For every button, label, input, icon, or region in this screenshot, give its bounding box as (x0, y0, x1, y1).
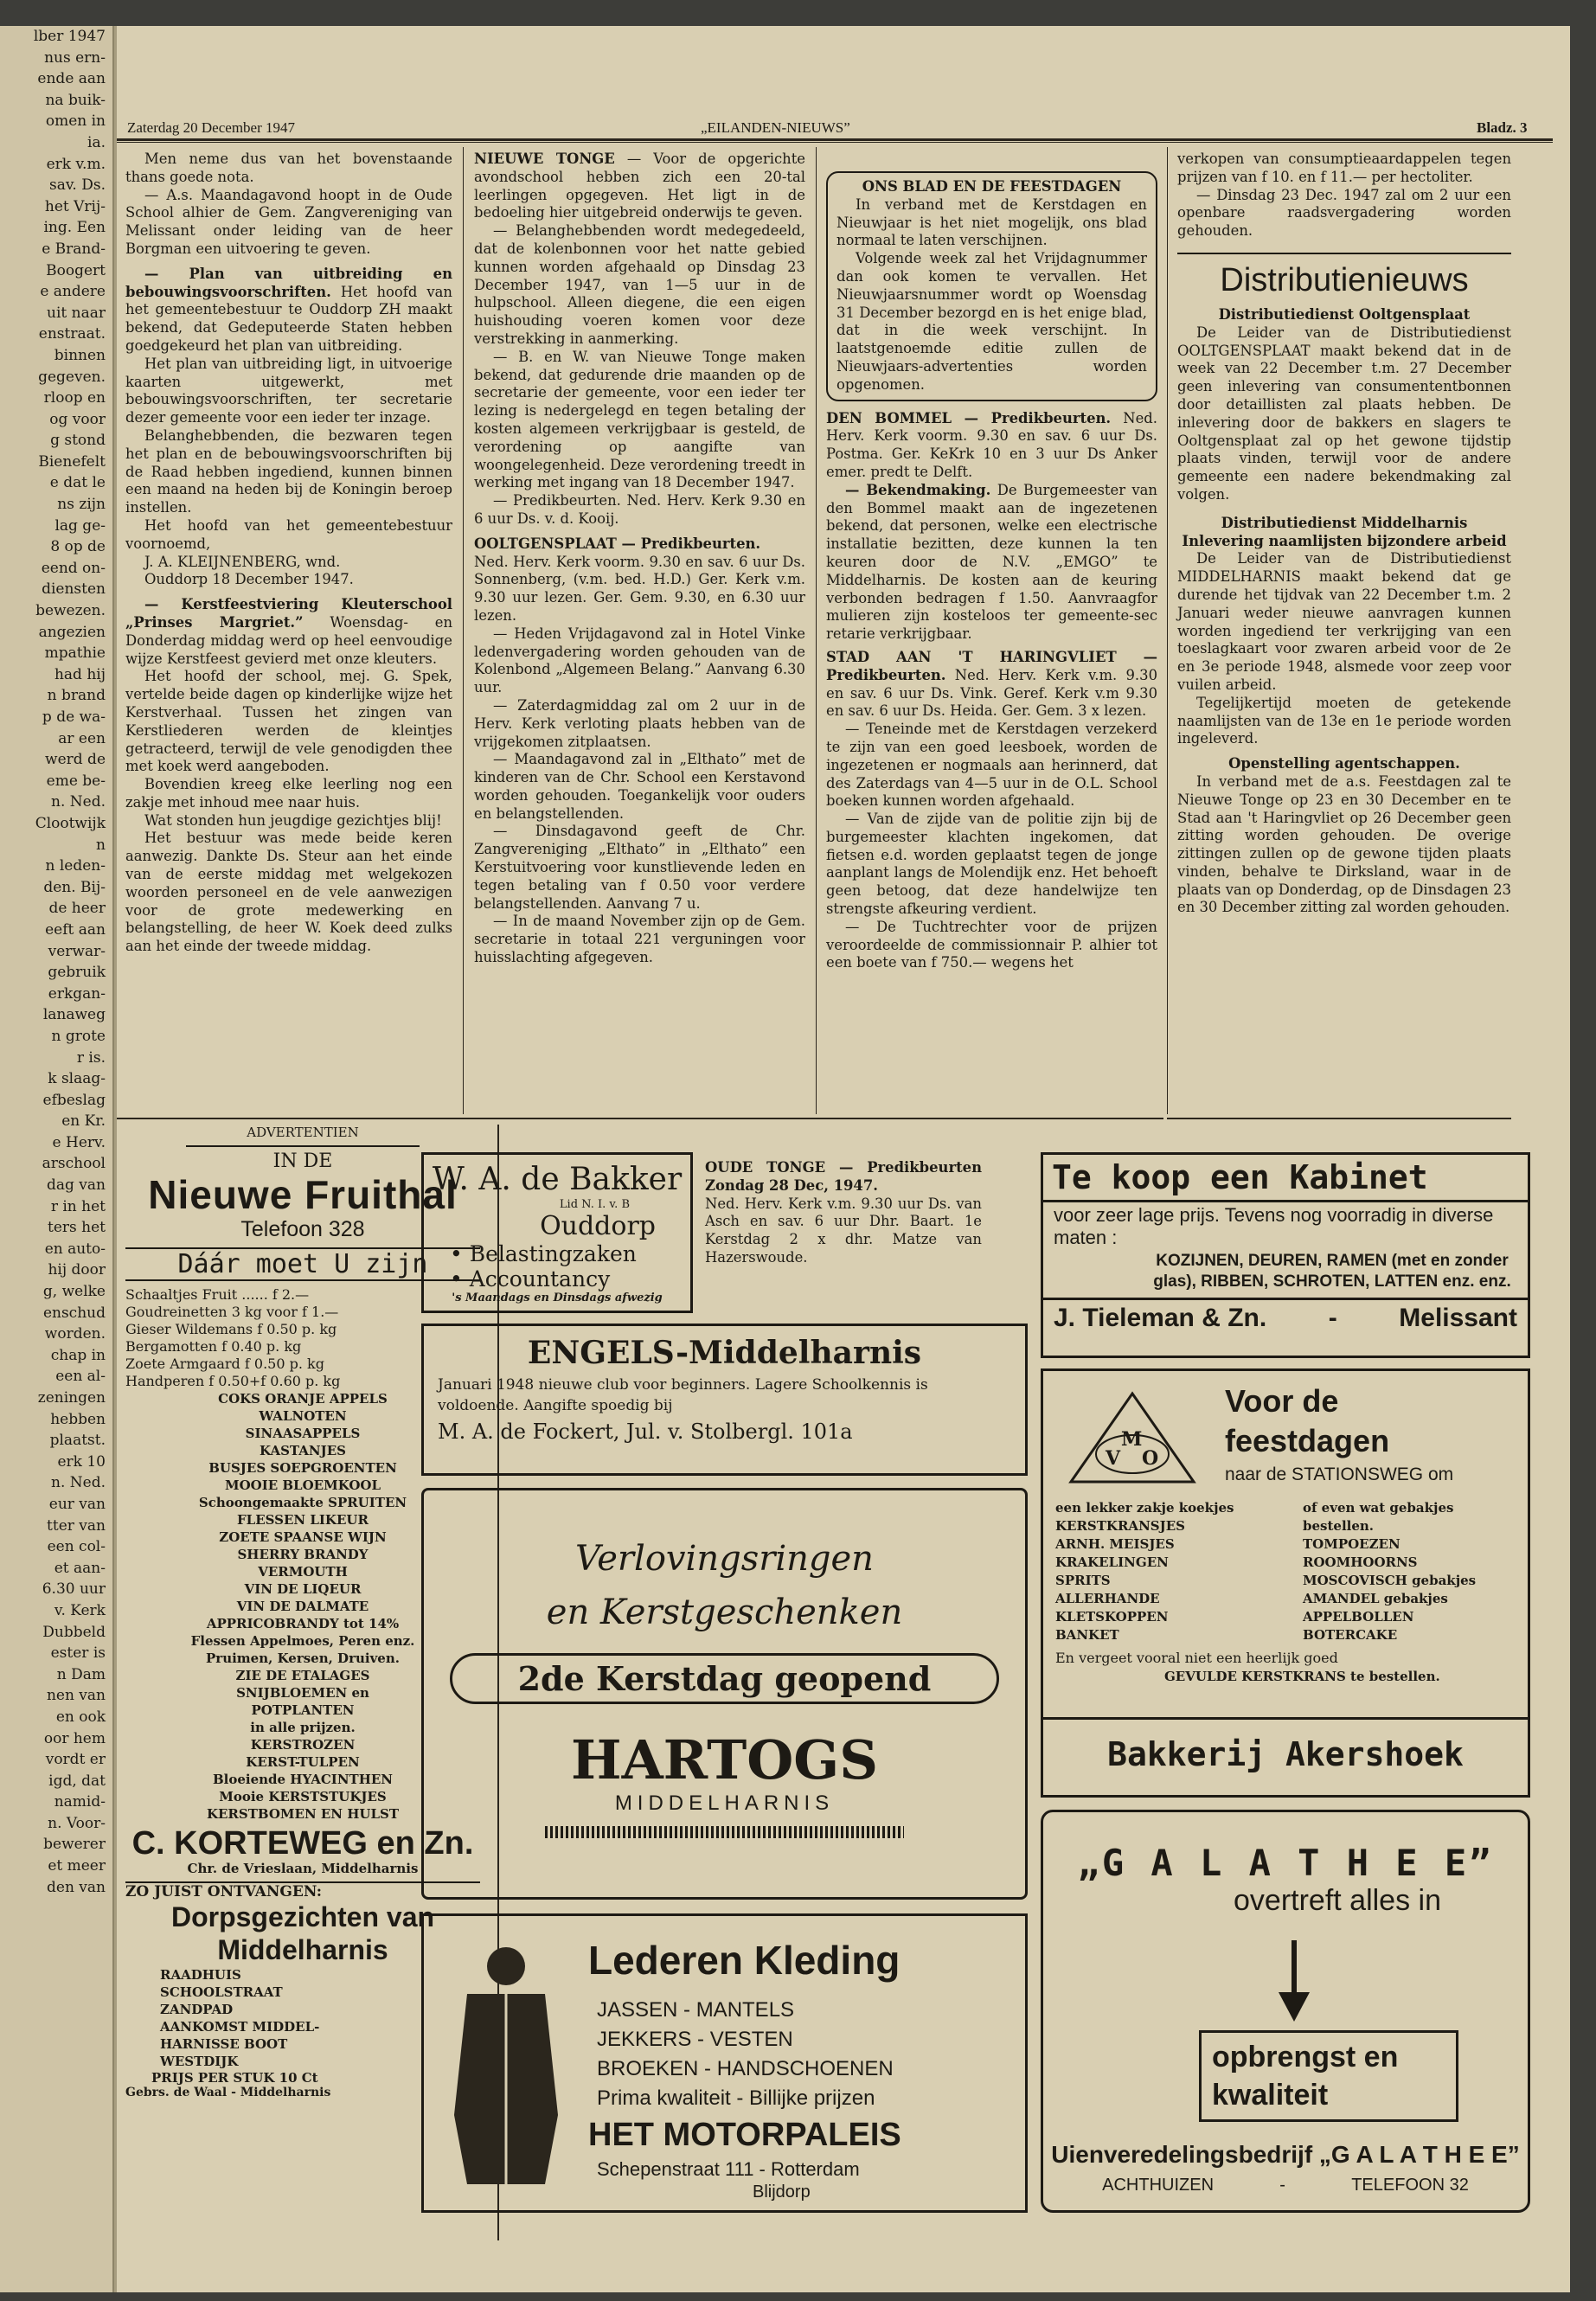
ad-headline (1225, 1381, 1389, 1461)
paragraph: De Leider van de Distributiedienst OOLTGENSPLAAT maakt bekend dat in de week van 22 December t.m. 27 December geen inlevering van consumententbonnen door detaillisten zal plaats hebben. De inlevering door de bakkers en slagers te Ooltgensplaat zal op het gewone tijdstip plaats vinden, terwijl voor de andere gemeente een nadere bekendmaking zal volgen. (1177, 324, 1511, 503)
notice-oude-tonge (705, 1159, 982, 1267)
ad-brand: Te koop een Kabinet (1043, 1155, 1528, 1202)
previous-page-line: ing. Een (43, 219, 106, 237)
ad-phone: TELEFOON 32 (1351, 2176, 1469, 2195)
price-item: Goudreinetten 3 kg voor f 1.— (125, 1304, 339, 1320)
previous-page-line: ns zijn (57, 496, 106, 514)
product-item: Schoongemaakte SPRUITEN (198, 1495, 407, 1510)
paragraph: — In de maand November zijn op de Gem. secretarie in totaal 221 verguningen voor huisslachting afgegeven. (474, 913, 805, 966)
subheading: Inlevering naamlijsten bijzondere arbeid (1182, 532, 1507, 549)
product-item: ROOMHOORNS (1303, 1554, 1418, 1570)
product-item: SINAASAPPELS (245, 1426, 361, 1441)
product-item: AMANDEL gebakjes (1303, 1591, 1448, 1606)
ad-text: Januari 1948 nieuwe club voor beginners. Lagere Schoolkennis is voldoende. Aangifte spoedig bij (438, 1376, 928, 1414)
previous-page-line: had hij (54, 665, 106, 683)
previous-page-line: ia. (87, 133, 106, 151)
previous-page-line: n. Ned. (51, 793, 106, 811)
ad-brand: W. A. de Bakker (432, 1162, 683, 1197)
previous-page-line: bewezen. (35, 602, 106, 620)
paragraph: Volgende week zal het Vrijdagnummer dan ook komen te vervallen. Het Nieuwjaarsnummer wordt op Woensdag 31 December bezorgd en is het enige blad, dat in die week verschijnt. In laatstgenoemde editie zullen de Nieuwjaars-advertenties worden opgenomen. (836, 250, 1147, 393)
paragraph: verkopen van consumptieaardappelen tegen prijzen van f 10. en f 11.— per hectoliter. (1177, 151, 1511, 185)
subheading: STAD AAN 'T HARINGVLIET — Predikbeurten. (826, 648, 1157, 683)
previous-page-line: omen in (45, 112, 106, 131)
product-item: HARNISSE BOOT (160, 2036, 288, 2052)
previous-page-line: mpathie (44, 644, 106, 663)
subheading: Openstelling agentschappen. (1228, 755, 1460, 772)
product-item: of even wat gebakjes (1303, 1500, 1454, 1516)
previous-page-line: oor hem (43, 1729, 106, 1747)
ad-owner: J. Tieleman & Zn. (1054, 1304, 1267, 1332)
previous-page-line: Clootwijk (35, 814, 106, 832)
ad-line: Prima kwaliteit - Billijke prijzen (597, 2086, 875, 2110)
article-column-2 (474, 151, 805, 967)
ad-place: Melissant (1399, 1304, 1517, 1332)
product-item: KERSTBOMEN EN HULST (206, 1806, 400, 1822)
ad-brand: HET MOTORPALEIS (588, 2117, 901, 2153)
ad-note: 's Maandags en Dinsdags afwezig (452, 1292, 663, 1304)
paragraph: Ned. Herv. Kerk voorm. 9.30 en sav. 6 uur Ds. Postma. Ger. KeKrk 10 en 3 uur Ds Anker emer. predt te Delft. (826, 409, 1157, 480)
paragraph: Het plan van uitbreiding ligt, in uitvoerige kaarten uitgewerkt, met bebouwingsvoorschriften, ter secretarie dezer gemeente voor een ieder ter inzage. (125, 355, 452, 426)
ad-lederen-kleding (421, 1913, 1028, 2213)
product-item: KASTANJES (260, 1443, 346, 1458)
paragraph: Wat stonden hun jeugdige gezichtjes blij! (144, 811, 442, 829)
ad-galathee (1041, 1810, 1530, 2213)
paragraph: Ned. Herv. Kerk voorm. 9.30 en sav. 6 uur Ds. Sonnenberg, (v.m. bed. H.D.) Ger. Kerk v.m. 9.30 uur lezen. Ger. Gem. 9.30, en 6.30 uur lezen. (474, 553, 805, 624)
product-item: ZANDPAD (160, 2002, 234, 2017)
subheading: NIEUWE TONGE (474, 151, 615, 167)
ad-script: Verlovingsringen (575, 1539, 874, 1579)
product-item: KERSTKRANSJES (1055, 1518, 1185, 1534)
previous-page-edge (0, 26, 114, 2292)
product-item: VIN DE DALMATE (236, 1599, 369, 1614)
ad-phone: Telefoon 328 (240, 1217, 365, 1241)
product-item: FLESSEN LIKEUR (237, 1512, 369, 1528)
previous-page-line: e dat le (49, 474, 106, 492)
previous-page-line: igd, dat (48, 1772, 106, 1790)
paragraph: De Burgemeester van den Bommel maakt aan de ingezetenen bekend, dat personen, welke een electrische installatie bezitten, deze kunnen la ten keuren door de N.V. „EMGO” te Middelharnis. De kosten aan de keuring verbonden bedragen f 1.50. Aanvraagfor mulieren zijn kosteloos ter gemeente-sec retarie verkrijgbaar. (826, 481, 1157, 643)
ad-place: Blijdorp (753, 2182, 811, 2202)
price-item: Bergamotten f 0.40 p. kg (125, 1338, 302, 1355)
previous-page-line: een al- (55, 1368, 106, 1386)
price-item: Zoete Armgaard f 0.50 p. kg (125, 1356, 324, 1372)
product-item: SPRITS (1055, 1573, 1111, 1588)
previous-page-line: lag ge- (54, 516, 106, 535)
ad-line: Voor de (1225, 1383, 1339, 1419)
ad-bakker (421, 1152, 693, 1313)
previous-page-line: chap in (50, 1346, 106, 1364)
ad-line: ZO JUIST ONTVANGEN: (125, 1881, 480, 1900)
paragraph: In verband met de Kerstdagen en Nieuwjaar is het niet mogelijk, ons blad normaal te laten verschijnen. (836, 195, 1147, 249)
paragraph: Ned. Herv. Kerk v.m. 9.30 uur Ds. van Asch en sav. 6 uur Dhr. Baart. 1e Kerstdag 2 x dhr. Matze van Hazerswoude. (705, 1195, 982, 1266)
previous-page-line: de heer (48, 900, 106, 918)
ad-script: en Kerstgeschenken (546, 1593, 903, 1632)
ads-label: ADVERTENTIEN (247, 1125, 359, 1140)
subheading: DEN BOMMEL — Predikbeurten. (826, 409, 1112, 426)
newspaper-page (114, 26, 1570, 2292)
previous-page-line: v. Kerk (54, 1601, 106, 1619)
subheading: OUDE TONGE — Predikbeurten Zondag 28 Dec, 1947. (705, 1159, 982, 1194)
product-item: Flessen Appelmoes, Peren enz. (190, 1633, 415, 1649)
previous-page-line: bewerer (43, 1836, 106, 1854)
product-item: ZOETE SPAANSE WIJN (219, 1529, 387, 1545)
product-item: MOOIE BLOEMKOOL (224, 1477, 381, 1493)
paragraph: Men neme dus van het bovenstaande thans goede nota. (125, 151, 452, 185)
previous-page-line: n (96, 836, 106, 854)
dateline: Ouddorp 18 December 1947. (144, 571, 354, 588)
paragraph: — Dinsdag 23 Dec. 1947 zal om 2 uur een openbare raadsvergadering worden gehouden. (1177, 186, 1511, 240)
previous-page-line: dag van (47, 1176, 106, 1195)
previous-page-line: verwar- (48, 942, 106, 960)
previous-page-line: vordt er (45, 1751, 106, 1769)
paragraph: Het hoofd van het gemeentebestuur voornoemd, (125, 516, 452, 552)
previous-page-line: een col- (47, 1538, 106, 1556)
product-item: WESTDIJK (160, 2054, 239, 2069)
product-item: Pruimen, Kersen, Druiven. (206, 1650, 400, 1666)
previous-page-line: 6.30 uur (42, 1580, 106, 1599)
previous-page-line: hij door (48, 1261, 106, 1279)
product-item: KLETSKOPPEN (1055, 1609, 1169, 1625)
paragraph: — Heden Vrijdagavond zal in Hotel Vinke ledenvergadering worden gehouden van de Kolenbond „Algemeen Belang.” Aanvang 6.30 uur. (474, 625, 805, 696)
ad-banner: 2de Kerstdag geopend (450, 1653, 999, 1704)
logo-letter: O (1142, 1447, 1159, 1470)
ad-brand: Nieuwe Fruithal (148, 1172, 458, 1217)
ad-address: Chr. de Vrieslaan, Middelharnis (187, 1861, 419, 1876)
separator: - (1328, 1304, 1337, 1332)
article-column-3 (826, 171, 1157, 972)
previous-page-line: gebruik (48, 964, 106, 982)
previous-page-line: p de wa- (42, 708, 106, 726)
product-item: een lekker zakje koekjes (1055, 1500, 1234, 1516)
paragraph: — A.s. Maandagavond hoopt in de Oude School alhier de Gem. Zangvereniging van Melissant onder leiding van de heer Borgman een uitvoering te geven. (125, 186, 452, 257)
previous-page-line: werd de (45, 751, 106, 769)
ad-text: voor zeer lage prijs. Tevens nog voorradig in diverse maten : (1054, 1204, 1494, 1248)
paragraph: — Zaterdagmiddag zal om 2 uur in de Herv. Kerk verloting plaats hebben van de vrijgekomen zitplaatsen. (474, 696, 805, 750)
section-rule (117, 1118, 1163, 1119)
previous-page-line: den. Bij- (43, 878, 106, 896)
previous-page-line: erk v.m. (46, 155, 106, 173)
ad-engels (421, 1324, 1028, 1476)
previous-page-line: r is. (76, 1048, 106, 1067)
header-page-number: Bladz. 3 (1477, 119, 1528, 136)
product-item: VERMOUTH (258, 1564, 348, 1580)
previous-page-line: nen van (46, 1687, 106, 1705)
previous-page-line: Boogert (46, 261, 106, 279)
paragraph: In verband met de a.s. Feestdagen zal te Nieuwe Tonge op 23 en 30 December en te Stad aan 't Haringvliet op 26 December geen zitting worden gehouden. De overige zittingen zullen op de gewone tijden plaats vinden, behalve te Dirksland, waar in de plaats van op Donderdag, op de Dinsdagen 23 en 30 December zitting zal worden gehouden. (1177, 772, 1511, 916)
previous-page-line: tter van (47, 1516, 106, 1535)
paragraph: De Leider van de Distributiedienst MIDDELHARNIS maakt bekend dat ge durende het tijdvak van 22 December t.m. 2 Januari weder nieuwe aanvragen kunnen worden ingediend ter verkrijging van een toeslagkaart voor zwaren arbeid voor de 2e en 3e periode 1948, alsmede voor zeep voor vuilen arbeid. (1177, 550, 1511, 693)
ad-line: naar de STATIONSWEG om (1225, 1465, 1454, 1484)
previous-page-line: Dubbeld (42, 1623, 106, 1641)
product-item: COKS ORANJE APPELS (218, 1391, 388, 1407)
product-item: BANKET (1055, 1627, 1119, 1643)
product-item: RAADHUIS (160, 1967, 241, 1983)
paragraph: — B. en W. van Nieuwe Tonge maken bekend, dat gedurende drie maanden op de secretarie der gemeente, voor een ieder ter lezing is nedergelegd en tegen betaling der kosten algemeen verkrijgbaar is gesteld, de verordening op aangifte van woongelegenheid. Deze verordening treedt in werking met ingang van 18 December 1947. (474, 348, 805, 491)
ad-line: • Belastingzaken (450, 1241, 637, 1266)
ad-line: En vergeet vooral niet een heerlijk goed (1055, 1650, 1338, 1666)
product-item: WALNOTEN (259, 1408, 347, 1424)
ad-price: PRIJS PER STUK 10 Ct (151, 2070, 318, 2086)
subheading: OOLTGENSPLAAT — Predikbeurten. (474, 535, 761, 552)
previous-page-line: et aan- (54, 1559, 106, 1577)
paragraph: — Voor de opgerichte avondschool hebben zich een 20-tal leerlingen opgegeven. Het ligt in de bedoeling hier uitgebreid onderwijs te geven. (474, 151, 805, 221)
product-item: AANKOMST MIDDEL- (160, 2019, 320, 2035)
previous-page-line: zeningen (37, 1389, 106, 1407)
previous-page-line: lanaweg (42, 1006, 106, 1024)
paragraph: Het bestuur was mede beide keren aanwezig. Dankte Ds. Steur aan het einde van de eerste middag met welgekozen woorden personeel en de vele aanwezigen voor de grote medewerking en belangstelling, de heer W. Koek deed zulks aan het einde der tweede middag. (125, 830, 452, 955)
previous-page-line: het Vrij- (44, 197, 106, 215)
price-item: Schaaltjes Fruit ...... f 2.— (125, 1286, 310, 1303)
previous-page-line: namid- (54, 1793, 106, 1811)
ad-owner: C. KORTEWEG en Zn. (131, 1825, 474, 1862)
ad-brand: Lederen Kleding (588, 1938, 901, 1983)
product-item: POTPLANTEN (251, 1702, 355, 1718)
ad-place: Ouddorp (540, 1211, 656, 1241)
previous-page-line: gegeven. (38, 368, 106, 386)
previous-page-line: n brand (47, 687, 106, 705)
product-item: Mooie KERSTSTUKJES (219, 1789, 387, 1804)
previous-page-line: n. Ned. (51, 1474, 106, 1492)
price-item: Gieser Wildemans f 0.50 p. kg (125, 1321, 337, 1337)
previous-page-line: e andere (40, 283, 106, 301)
column-divider (1167, 147, 1168, 1114)
ad-line: Lid N. I. v. B (559, 1198, 630, 1211)
previous-page-line: g stond (50, 432, 106, 450)
subheading: Distributiedienst Ooltgensplaat (1218, 305, 1471, 323)
paragraph: — Maandagavond zal in „Elthato” met de kinderen van de Chr. School een Kerstavond worden gehouden. Toegankelijk voor ouders en belangstellenden. (474, 751, 805, 822)
subheading: Distributiedienst Middelharnis (1221, 514, 1468, 531)
ad-line: • Accountancy (450, 1266, 611, 1292)
product-item: BUSJES SOEPGROENTEN (208, 1460, 397, 1476)
previous-page-line: eeft aan (45, 920, 106, 939)
ad-publisher: Gebrs. de Waal - Middelharnis (125, 2086, 331, 2099)
previous-page-line: n Dam (56, 1665, 106, 1683)
product-item: SNIJBLOEMEN en (236, 1685, 369, 1701)
ad-akershoek (1041, 1368, 1530, 1798)
previous-page-line: g, welke (42, 1283, 106, 1301)
decorative-bar (545, 1826, 904, 1838)
previous-page-line: lber 1947 (33, 28, 106, 45)
paragraph: Belanghebbenden, die bezwaren tegen het plan en de bebouwingsvoorschriften bij de Raad hebben ingediend, kunnen binnen een maand na heden bij de Koningin beroep instellen. (125, 426, 452, 516)
signature: J. A. KLEIJNENBERG, wnd. (144, 553, 341, 570)
ad-line: GEVULDE KERSTKRANS te bestellen. (1164, 1669, 1440, 1684)
ad-footer (1043, 1298, 1528, 1336)
product-item: APPELBOLLEN (1303, 1609, 1414, 1625)
ad-kabinet (1041, 1152, 1530, 1358)
previous-page-line: worden. (44, 1325, 106, 1343)
product-item: KRAKELINGEN (1055, 1554, 1169, 1570)
previous-page-line: et meer (48, 1857, 106, 1875)
paragraph: Tegelijkertijd moeten de getekende naamlijsten van de 13e en 1e periode worden ingeleverd. (1177, 694, 1511, 747)
ad-line: feestdagen (1225, 1423, 1390, 1458)
product-item: KERSTROZEN (250, 1737, 356, 1753)
notice-title: ONS BLAD EN DE FEESTDAGEN (862, 178, 1122, 195)
product-item: bestellen. (1303, 1518, 1375, 1534)
previous-page-line: efbeslag (42, 1091, 106, 1109)
previous-page-line: erk 10 (57, 1452, 106, 1471)
previous-page-line: k slaag- (48, 1070, 106, 1088)
product-item: Bloeiende HYACINTHEN (212, 1772, 394, 1787)
previous-page-line: n grote (51, 1027, 106, 1045)
paragraph: Woensdag- en Donderdag middag werd op heel eenvoudige wijze Kerstfeest gevierd met onze kleuters. (125, 613, 453, 667)
logo-letter: M (1121, 1428, 1143, 1451)
ad-line: JEKKERS - VESTEN (597, 2028, 793, 2051)
previous-page-line: 8 op de (50, 538, 106, 556)
paragraph: — Van de zijde van de politie zijn bij de burgemeester klachten ingekomen, dat fietsen e.d. worden geplaatst tegen de jonge aanplant langs de Molendijk enz. Het behoeft geen betoog, dat deze handelwijze ten strengste afkeuring verdient. (826, 811, 1157, 918)
arrow-down-icon (1277, 1940, 1311, 2027)
product-item: ZIE DE ETALAGES (235, 1668, 370, 1683)
previous-page-line: og voor (49, 410, 106, 428)
paragraph: Het hoofd van het gemeentebestuur te Ouddorp ZH maakt bekend, dat Gedeputeerde Staten hebben goedgekeurd het plan van uitbreiding. (125, 283, 452, 354)
ad-footer (1043, 2176, 1528, 2195)
ad-signature: M. A. de Fockert, Jul. v. Stolbergl. 101a (438, 1420, 853, 1444)
paragraph: — Teneinde met de Kerstdagen verzekerd te zijn van een goed leesboek, worden de ingezetenen er nogmaals aan herinnerd, dat des Zaterdags van 4—5 uur in de O.L. School boeken kunnen worden afgehaald. (826, 721, 1157, 810)
product-list (1055, 1499, 1234, 1644)
mvo-logo (1067, 1390, 1197, 1485)
column-divider (463, 147, 464, 1114)
ad-address: Schepenstraat 111 - Rotterdam (597, 2158, 860, 2180)
previous-page-line: diensten (42, 580, 106, 599)
ad-text: KOZIJNEN, DEUREN, RAMEN (met en zonder glas), RIBBEN, SCHROTEN, LATTEN enz. enz. (1153, 1252, 1511, 1291)
subheading: — Kerstfeestviering Kleuterschool „Prinses Margriet.” (125, 596, 452, 631)
product-item: SCHOOLSTRAAT (160, 1984, 283, 2000)
ad-place: MIDDELHARNIS (614, 1791, 835, 1815)
previous-page-line: n leden- (45, 857, 106, 875)
ad-brand: Dorpsgezichten van Middelharnis (170, 1901, 435, 1965)
header-date: Zaterdag 20 December 1947 (127, 119, 295, 136)
ad-brand: Bakkerij Akershoek (1043, 1717, 1528, 1773)
product-list (1303, 1499, 1476, 1644)
subheading: — Bekendmaking. (845, 481, 991, 498)
ad-hartogs (421, 1488, 1028, 1900)
previous-page-line: eend on- (41, 559, 106, 577)
previous-page-line: e Brand- (42, 240, 106, 258)
header-title: „EILANDEN-NIEUWS” (701, 119, 850, 136)
article-column-4 (1177, 151, 1511, 917)
previous-page-line: enstraat. (38, 325, 106, 343)
ad-line: BROEKEN - HANDSCHOENEN (597, 2057, 894, 2080)
previous-page-line: rloop en (43, 389, 106, 407)
ad-brand: ENGELS-Middelharnis (527, 1335, 922, 1371)
product-item: BOTERCAKE (1303, 1627, 1398, 1643)
paragraph: Het hoofd der school, mej. G. Spek, vertelde beide dagen op kinderlijke wijze het Kerstverhaal. Tussen het zingen van Kerstliederen werden de kleintjes getracteerd, terwijl de vele genodigden thee met koek werd aangeboden. (125, 668, 452, 775)
paragraph: — Dinsdagavond geeft de Chr. Zangvereniging „Elthato” in „Elthato” een Kerstuitvoering voor kunstlievende leden en tegen betaling van f 0.50 voor verdere belangstellenden. Aanvang 7 u. (474, 823, 805, 912)
product-item: ARNH. MEISJES (1055, 1536, 1175, 1552)
column-divider (816, 147, 817, 1114)
logo-letter: V (1106, 1447, 1121, 1470)
ad-line: IN DE (186, 1145, 420, 1172)
previous-page-line: eme be- (46, 772, 106, 790)
paragraph: — Predikbeurten. Ned. Herv. Kerk 9.30 en 6 uur Ds. v. d. Kooij. (474, 492, 805, 527)
previous-page-line: ester is (50, 1644, 106, 1663)
product-item: ALLERHANDE (1055, 1591, 1160, 1606)
paragraph: Bovendien kreeg elke leerling nog een zakje met inhoud mee naar huis. (125, 776, 452, 811)
ad-banner: opbrengst en kwaliteit (1199, 2030, 1458, 2122)
product-item: SHERRY BRANDY (237, 1547, 369, 1562)
ad-brand: HARTOGS (571, 1728, 878, 1791)
subheading: — Plan van uitbreiding en bebouwingsvoorschriften. (125, 265, 452, 300)
section-rule (1167, 1118, 1511, 1119)
paragraph: Ned. Herv. Kerk v.m. 9.30 en sav. 6 uur Ds. Vink. Geref. Kerk v.m 9.30 en sav. 6 uur Ds. Heida. Ger. Gem. 3 x lezen. (826, 666, 1157, 720)
previous-page-line: den van (47, 1878, 106, 1896)
notice-box (826, 171, 1157, 401)
previous-page-line: sav. Ds. (48, 176, 106, 195)
previous-page-line: enschud (42, 1304, 106, 1322)
product-item: APPRICOBRANDY tot 14% (206, 1616, 400, 1631)
product-item: VIN DE LIQEUR (244, 1581, 362, 1597)
product-item: KERST-TULPEN (246, 1754, 360, 1770)
product-item: TOMPOEZEN (1303, 1536, 1401, 1552)
ad-owner: Uienveredelingsbedrijf „G A L A T H E E” (1051, 2141, 1520, 2168)
previous-page-line: ters het (48, 1219, 106, 1237)
previous-page-line: en Kr. (61, 1112, 106, 1131)
ad-brand: „G A L A T H E E” (1077, 1842, 1494, 1884)
previous-page-line: en ook (55, 1708, 106, 1726)
product-item: in alle prijzen. (250, 1720, 356, 1735)
header-rule (117, 138, 1553, 141)
previous-page-line: en auto- (44, 1240, 106, 1258)
previous-page-line: e Herv. (52, 1133, 106, 1151)
paragraph: — De Tuchtrechter voor de prijzen veroordeelde de commissionnair P. alhier tot een boete van f 750.— wegens het (826, 918, 1157, 971)
article-column-1 (125, 151, 452, 956)
previous-page-line: Bienefelt (38, 452, 106, 471)
previous-page-line: erkgan- (48, 984, 106, 1003)
previous-page-line: hebben (50, 1410, 106, 1428)
paragraph: — Belanghebbenden wordt medegedeeld, dat de kolenbonnen voor het natte gebied kunnen worden afgehaald op Dinsdag 23 December 1947, van 1—5 uur in de hulpschool. Alleen diegene, die een eigen huishouding voeren komen voor deze verstrekking in aanmerking. (474, 222, 805, 347)
section-title: Distributienieuws (1220, 261, 1469, 298)
ad-line: JASSEN - MANTELS (597, 1998, 795, 2022)
previous-page-line: angezien (38, 623, 106, 641)
previous-page-line: na buik- (45, 91, 106, 109)
previous-page-line: binnen (54, 346, 106, 364)
previous-page-line: r in het (50, 1197, 106, 1215)
previous-page-line: uit naar (47, 304, 106, 322)
previous-page-line: nus ern- (44, 48, 106, 67)
previous-page-line: plaatst. (49, 1432, 106, 1450)
previous-page-line: eur van (48, 1495, 106, 1513)
header-rule-thin (117, 142, 1553, 143)
ad-line: overtreft alles in (1234, 1884, 1441, 1917)
coat-figure-icon (441, 1942, 571, 2193)
separator: - (1279, 2176, 1285, 2195)
product-item: MOSCOVISCH gebakjes (1303, 1573, 1477, 1588)
previous-page-line: ar een (58, 729, 106, 747)
previous-page-line: ende aan (37, 70, 106, 88)
ad-lines (597, 1996, 894, 2113)
price-item: Handperen f 0.50+f 0.60 p. kg (125, 1373, 341, 1389)
ad-place: ACHTHUIZEN (1102, 2176, 1215, 2195)
previous-page-line: arschool (42, 1155, 106, 1173)
ad-slogan: Dáár moet U zijn (125, 1247, 480, 1281)
previous-page-line: n. Voor- (48, 1814, 106, 1832)
